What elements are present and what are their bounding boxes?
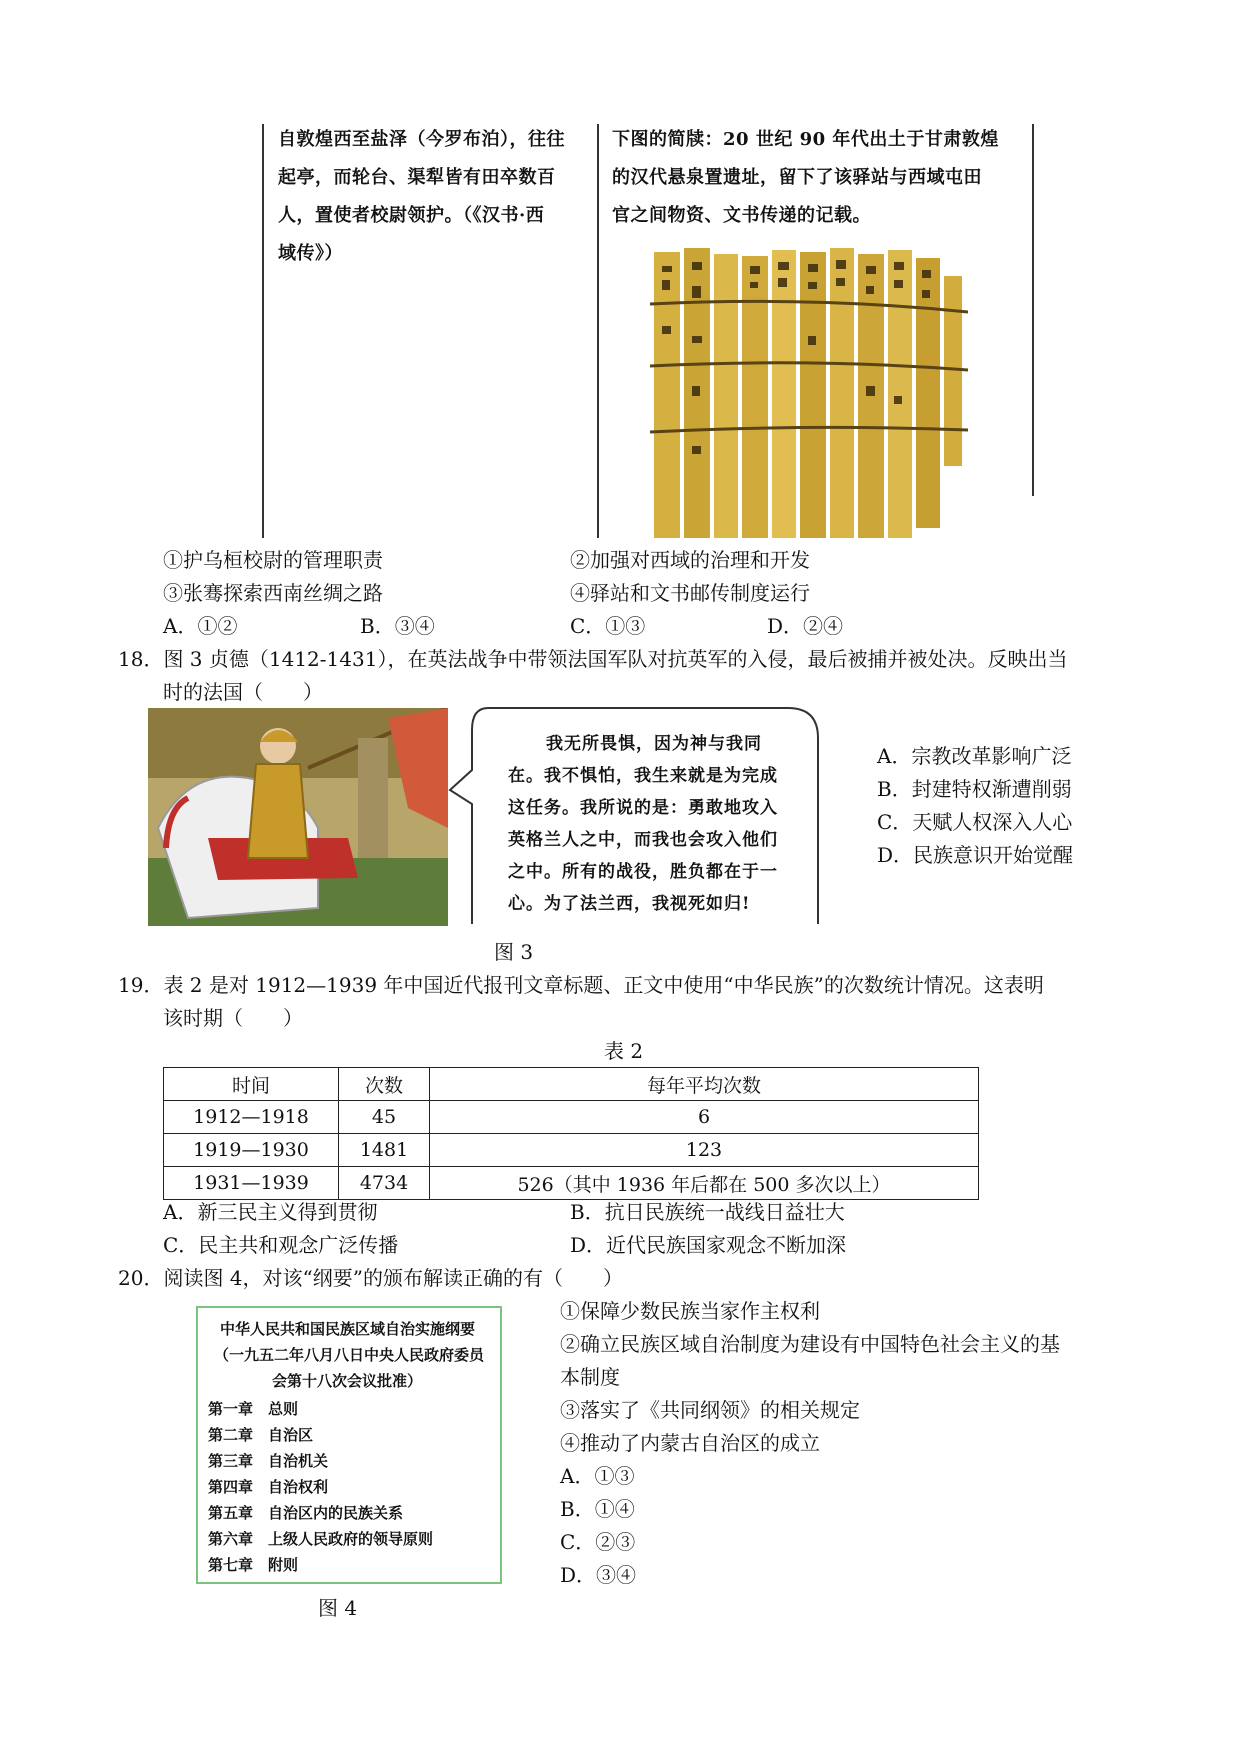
table-cell: 1481 [339,1134,430,1167]
q17-statement-3: ③张骞探索西南丝绸之路 [163,581,383,605]
q17-option-b[interactable]: B．③④ [360,614,435,638]
table-row [164,1101,979,1134]
table-cell: 123 [430,1134,979,1167]
q18-option-c[interactable]: C．天赋人权深入人心 [877,810,1073,834]
q18-stem-cont: 时的法国（ ） [163,680,323,704]
table-cell: 526（其中 1936 年后都在 500 多次以上） [430,1167,979,1200]
fig4-chapter: 第二章 自治区 [208,1426,314,1444]
q17-option-d[interactable]: D．②④ [767,614,844,638]
table-cell: 45 [339,1101,430,1134]
q19-stem: 19．表 2 是对 1912—1939 年中国近代报刊文章标题、正文中使用“中华民族”的次数统计情况。这表明 [118,973,1044,997]
q20-statement-3: ③落实了《共同纲领》的相关规定 [560,1398,860,1422]
q20-statement-2-cont: 本制度 [560,1365,620,1389]
table-row [164,1134,979,1167]
fig4-title-line: 会第十八次会议批准） [272,1372,423,1390]
fig4-chapter: 第四章 自治权利 [208,1478,329,1496]
q19-option-b[interactable]: B．抗日民族统一战线日益壮大 [570,1200,845,1224]
q18-stem: 18．图 3 贞德（1412-1431），在英法战争中带领法国军队对抗英军的入侵，最后被捕并被处决。反映出当 [118,647,1068,671]
q20-statement-1: ①保障少数民族当家作主权利 [560,1299,820,1323]
q17-source-right-line: 的汉代悬泉置遗址，留下了该驿站与西域屯田 [612,167,982,188]
q19-option-a[interactable]: A．新三民主义得到贯彻 [163,1200,378,1224]
q18-option-a[interactable]: A．宗教改革影响广泛 [877,744,1072,768]
q17-source-right-line: 下图的简牍：20 世纪 90 年代出土于甘肃敦煌 [612,129,999,150]
fig3-caption: 图 3 [494,940,534,964]
q17-source-left-line: 人，置使者校尉领护。（《汉书·西 [278,205,545,226]
q17-option-a[interactable]: A．①② [163,614,238,638]
q20-statement-4: ④推动了内蒙古自治区的成立 [560,1431,820,1455]
table-header-cell: 次数 [339,1068,430,1101]
q20-option-a[interactable]: A．①③ [560,1464,635,1488]
bubble-line: 英格兰人之中，而我也会攻入他们 [508,830,778,850]
q17-source-left-line: 自敦煌西至盐泽（今罗布泊），往往 [278,129,565,150]
q18-option-b[interactable]: B．封建特权渐遭削弱 [877,777,1072,801]
q17-panel-right-edge [1032,124,1034,496]
bamboo-slips-image [650,246,968,538]
fig4-caption: 图 4 [318,1596,358,1620]
bubble-line: 在。我不惧怕，我生来就是为完成 [508,766,778,786]
q17-source-right-line: 官之间物资、文书传递的记载。 [612,205,871,226]
q17-source-left-line: 起亭，而轮台、渠犁皆有田卒数百 [278,167,556,188]
bubble-line: 我无所畏惧，因为神与我同 [546,734,762,754]
q17-source-left-line: 域传》） [278,243,343,264]
q17-statement-1: ①护乌桓校尉的管理职责 [163,548,383,572]
q17-statement-4: ④驿站和文书邮传制度运行 [570,581,810,605]
q19-option-c[interactable]: C．民主共和观念广泛传播 [163,1233,399,1257]
table-row [164,1167,979,1200]
fig4-chapter: 第五章 自治区内的民族关系 [208,1504,404,1522]
fig4-title-line: （一九五二年八月八日中央人民政府委员 [214,1346,485,1364]
table-2 [163,1067,979,1200]
table-cell: 1931—1939 [164,1167,339,1200]
fig4-title-line: 中华人民共和国民族区域自治实施纲要 [220,1320,476,1338]
q19-stem-cont: 该时期（ ） [163,1006,303,1030]
table-header-cell: 每年平均次数 [430,1068,979,1101]
bubble-line: 这任务。我所说的是：勇敢地攻入 [508,798,778,818]
table-header-cell: 时间 [164,1068,339,1101]
fig4-chapter: 第一章 总则 [208,1400,299,1418]
joan-of-arc-image [148,708,448,926]
q20-statement-2: ②确立民族区域自治制度为建设有中国特色社会主义的基 [560,1332,1060,1356]
q20-option-b[interactable]: B．①④ [560,1497,635,1521]
q17-statement-2: ②加强对西域的治理和开发 [570,548,810,572]
table2-caption: 表 2 [604,1039,644,1063]
table-cell: 1919—1930 [164,1134,339,1167]
table-header-row [164,1068,979,1101]
bubble-line: 之中。所有的战役，胜负都在于一 [508,862,778,882]
fig4-chapter: 第六章 上级人民政府的领导原则 [208,1530,434,1548]
q19-option-d[interactable]: D．近代民族国家观念不断加深 [570,1233,847,1257]
q17-panel-divider [597,124,599,538]
table-cell: 4734 [339,1167,430,1200]
bubble-line: 心。为了法兰西，我视死如归! [508,894,751,914]
q20-stem: 20．阅读图 4，对该“纲要”的颁布解读正确的有（ ） [118,1266,623,1290]
q20-option-d[interactable]: D．③④ [560,1563,637,1587]
fig4-chapter: 第七章 附则 [208,1556,299,1574]
table-cell: 6 [430,1101,979,1134]
table-cell: 1912—1918 [164,1101,339,1134]
q17-option-c[interactable]: C．①③ [570,614,646,638]
fig4-chapter: 第三章 自治机关 [208,1452,329,1470]
q18-option-d[interactable]: D．民族意识开始觉醒 [877,843,1074,867]
q20-option-c[interactable]: C．②③ [560,1530,636,1554]
